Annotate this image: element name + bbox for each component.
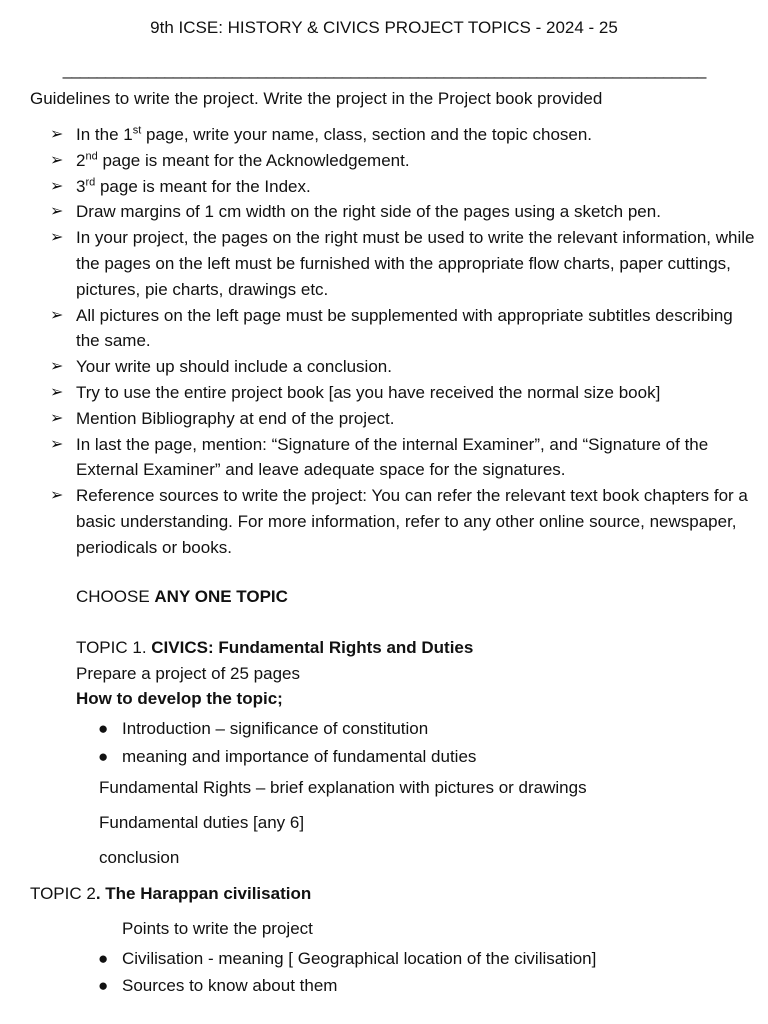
topic1-heading [76, 638, 473, 658]
topic2-label: TOPIC 2 [30, 884, 96, 903]
page-title: 9th ICSE: HISTORY & CIVICS PROJECT TOPICS - 2024 - 25 [150, 18, 618, 37]
arrow-bullet-icon: ➢ [50, 435, 64, 453]
guideline-text: In your project, the pages on the right must be used to write the relevant information, while the pages on the left must be furnished with the appropriate flow charts, paper cuttings, pictures, pie charts, drawings etc. [76, 228, 755, 299]
guideline-text: Draw margins of 1 cm width on the right side of the pages using a sketch pen. [76, 202, 661, 222]
guideline-text-rest: page, write your name, class, section and the topic chosen. [141, 125, 593, 144]
arrow-bullet-icon: ➢ [50, 487, 64, 505]
topic1-title: CIVICS: Fundamental Rights and Duties [151, 638, 474, 657]
guideline-item [50, 432, 760, 484]
guideline-text: Try to use the entire project book [as you have received the normal size book] [76, 382, 661, 402]
ordinal-suffix: rd [85, 175, 96, 188]
list-item [98, 743, 476, 771]
topic1-line-duties: Fundamental duties [any 6] [99, 813, 305, 832]
bullet-text: Introduction – significance of constitution [122, 719, 429, 738]
ordinal-suffix: nd [85, 150, 98, 163]
choose-plain: CHOOSE [76, 587, 155, 606]
arrow-bullet-icon: ➢ [50, 306, 64, 324]
guideline-item [50, 174, 760, 200]
arrow-bullet-icon: ➢ [50, 177, 64, 195]
guidelines-intro: Guidelines to write the project. Write the project in the Project book provided [30, 89, 603, 108]
guidelines-list [50, 122, 760, 561]
topic2-heading [30, 884, 311, 904]
guideline-item [50, 225, 760, 302]
arrow-bullet-icon: ➢ [50, 203, 64, 221]
bullet-text: meaning and importance of fundamental duties [122, 747, 477, 766]
bullet-text: Civilisation - meaning [ Geographical location of the civilisation] [122, 949, 597, 968]
bullet-text: Sources to know about them [122, 976, 338, 995]
topic1-line-conclusion: conclusion [99, 848, 180, 867]
guideline-item [50, 303, 760, 355]
guideline-item [50, 122, 760, 148]
topic1-pages: Prepare a project of 25 pages [76, 664, 300, 683]
bullet-dot-icon: ● [98, 949, 109, 968]
guideline-text: In the 1 [76, 125, 133, 144]
topic1-line-rights: Fundamental Rights – brief explanation with pictures or drawings [99, 778, 587, 797]
arrow-bullet-icon: ➢ [50, 151, 64, 169]
topic2-title: . The Harappan civilisation [95, 884, 312, 903]
guideline-item [50, 483, 760, 560]
ordinal-suffix: st [132, 124, 142, 137]
choose-bold: ANY ONE TOPIC [154, 587, 288, 606]
bullet-dot-icon: ● [98, 747, 109, 766]
list-item [98, 972, 596, 999]
guideline-text: 2 [76, 150, 86, 170]
arrow-bullet-icon: ➢ [50, 383, 64, 401]
guideline-item [50, 406, 760, 432]
guideline-item [50, 199, 760, 225]
topic2-bullets [98, 945, 596, 999]
guideline-item [50, 354, 760, 380]
choose-instruction [76, 587, 288, 607]
guideline-text: Reference sources to write the project: You can refer the relevant text book chapters for a basic understanding. For more information, refer to any other online source, newspaper, periodicals or books. [76, 486, 748, 557]
bullet-dot-icon: ● [98, 719, 109, 738]
arrow-bullet-icon: ➢ [50, 126, 64, 143]
guideline-text: 3 [76, 176, 86, 196]
bullet-dot-icon: ● [98, 976, 109, 995]
guideline-item [50, 380, 760, 406]
topic2-points: Points to write the project [122, 919, 313, 938]
guideline-text: Mention Bibliography at end of the project. [76, 408, 395, 428]
arrow-bullet-icon: ➢ [50, 358, 64, 376]
header-divider: ____________________________________________________________________________ [62, 60, 706, 79]
list-item [98, 715, 476, 743]
list-item [98, 945, 596, 972]
guideline-item [50, 148, 760, 174]
topic1-bullets [98, 715, 476, 771]
guideline-text: All pictures on the left page must be supplemented with appropriate subtitles describing the same. [76, 305, 733, 351]
guideline-text-rest: page is meant for the Acknowledgement. [97, 150, 410, 170]
guideline-text-rest: page is meant for the Index. [95, 176, 311, 196]
guideline-text: In last the page, mention: “Signature of the internal Examiner”, and “Signature of the External Examiner” and leave adequate space for the signatures. [76, 434, 709, 480]
arrow-bullet-icon: ➢ [50, 229, 64, 247]
topic1-label: TOPIC 1. [76, 638, 152, 657]
arrow-bullet-icon: ➢ [50, 409, 64, 427]
topic1-how [76, 689, 283, 709]
guideline-text: Your write up should include a conclusion. [76, 357, 392, 377]
topic1-how-text: How to develop the topic; [76, 689, 283, 708]
